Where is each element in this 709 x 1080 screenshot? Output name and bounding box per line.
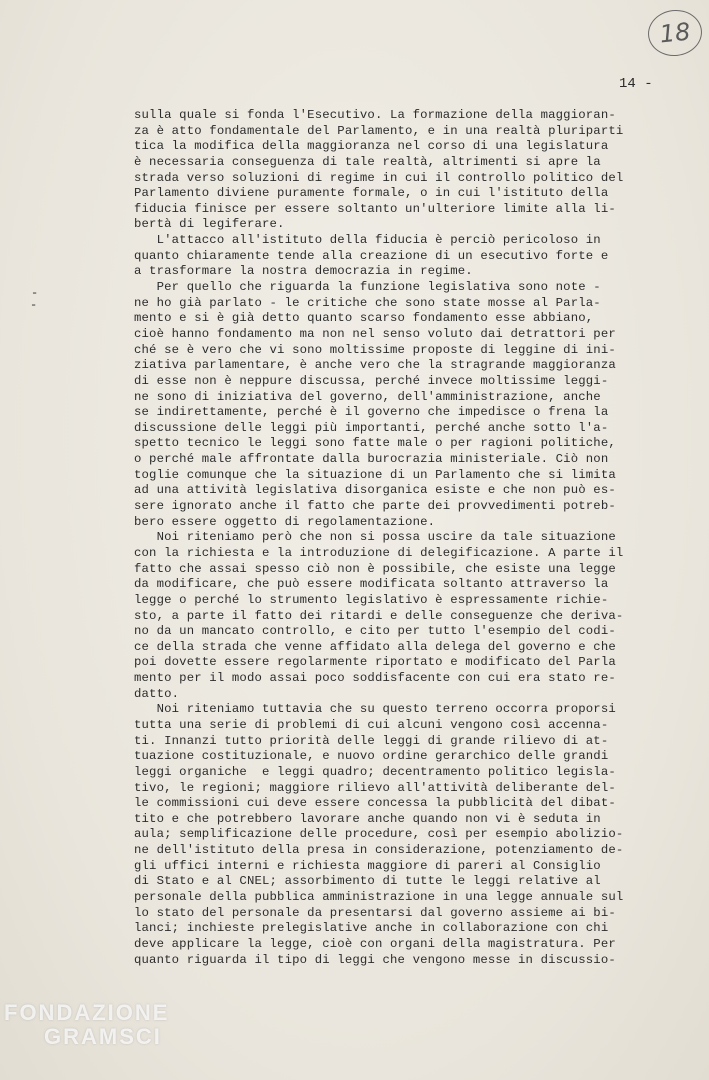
text-line: è necessaria conseguenza di tale realtà, altrimenti si apre la [134, 154, 601, 169]
text-line: bertà di legiferare. [134, 217, 285, 232]
paragraph [134, 530, 674, 702]
text-line: leggi organiche e leggi quadro; decentramento politico legisla- [134, 764, 616, 779]
text-line: ti. Innanzi tutto priorità delle leggi di grande rilievo di at- [134, 733, 609, 748]
text-line: Noi riteniamo però che non si possa uscire da tale situazione [134, 530, 616, 545]
text-line: tica la modifica della maggioranza nel corso di una legislatura [134, 139, 609, 154]
text-line: poi dovette essere regolarmente riportato e modificato del Parla [134, 655, 616, 670]
paragraph [134, 108, 674, 233]
archive-page-stamp [646, 7, 705, 58]
text-line: L'attacco all'istituto della fiducia è perciò pericoloso in [134, 233, 601, 248]
paragraph [134, 280, 674, 530]
text-line: deve applicare la legge, cioè con organi della magistratura. Per [134, 936, 616, 951]
text-line: ce della strada che venne affidato alla delega del governo e che [134, 639, 616, 654]
text-line: tivo, le regioni; maggiore rilievo all'attività deliberante del- [134, 780, 616, 795]
text-line: tito e che potrebbero lavorare anche quando non vi è seduta in [134, 811, 601, 826]
text-line: bero essere oggetto di regolamentazione. [134, 514, 436, 529]
text-line: ziativa parlamentare, è anche vero che la stragrande maggioranza [134, 358, 616, 373]
text-line: fiducia finisce per essere soltanto un'ulteriore limite alla li- [134, 201, 616, 216]
text-line: ne dell'istituto della presa in considerazione, potenziamento de- [134, 843, 624, 858]
text-line: za è atto fondamentale del Parlamento, e in una realtà pluriparti [134, 123, 624, 138]
text-line: toglie comunque che la situazione di un Parlamento che si limita [134, 467, 616, 482]
text-line: Per quello che riguarda la funzione legislativa sono note - [134, 280, 601, 295]
text-line: datto. [134, 686, 180, 701]
text-line: legge o perché lo strumento legislativo è espressamente richie- [134, 592, 609, 607]
text-line: quanto riguarda il tipo di leggi che vengono messe in discussio- [134, 952, 616, 967]
watermark-line-2: GRAMSCI [44, 1024, 162, 1049]
text-line: discussione delle leggi più importanti, perché anche sotto l'a- [134, 420, 609, 435]
stamp-number: 18 [658, 17, 692, 49]
text-line: sulla quale si fonda l'Esecutivo. La formazione della maggioran- [134, 108, 616, 122]
text-line: quanto chiaramente tende alla creazione di un esecutivo forte e [134, 248, 609, 263]
text-line: strada verso soluzioni di regime in cui il controllo politico del [134, 170, 624, 185]
text-line: le commissioni cui deve essere concessa la pubblicità del dibat- [134, 796, 616, 811]
text-line: da modificare, che può essere modificata soltanto attraverso la [134, 577, 609, 592]
watermark-line-1: FONDAZIONE [4, 1000, 170, 1025]
text-line: con la richiesta e la introduzione di delegificazione. A parte il [134, 545, 624, 560]
text-line: spetto tecnico le leggi sono fatte male o per ragioni politiche, [134, 436, 616, 451]
text-line: tutta una serie di problemi di cui alcuni vengono così accenna- [134, 717, 609, 732]
text-line: se indirettamente, perché è il governo che impedisce o frena la [134, 405, 609, 420]
text-line: Parlamento diviene puramente formale, o in cui l'istituto della [134, 186, 609, 201]
text-line: lo stato del personale da presentarsi dal governo assieme ai bi- [134, 905, 616, 920]
page-number: 14 - [619, 76, 653, 92]
text-line: gli uffici interni e richiesta maggiore di pareri al Consiglio [134, 858, 601, 873]
text-line: ché se è vero che vi sono moltissime proposte di leggine di ini- [134, 342, 616, 357]
text-line: no da un mancato controllo, e cito per tutto l'esempio del codi- [134, 624, 616, 639]
text-line: ad una attività legislativa disorganica esiste e che non può es- [134, 483, 616, 498]
text-line: lanci; inchieste prelegislative anche in collaborazione con chi [134, 921, 609, 936]
text-line: o perché male affrontate dalla burocrazia ministeriale. Ciò non [134, 452, 609, 467]
text-line: Noi riteniamo tuttavia che su questo terreno occorra proporsi [134, 702, 616, 717]
text-line: cioè hanno fondamento ma non nel senso voluto dai detrattori per [134, 326, 616, 341]
text-line: a trasformare la nostra democrazia in regime. [134, 264, 473, 279]
text-line: mento e si è già detto quanto scarso fondamento esse abbiano, [134, 311, 594, 326]
paragraph [134, 702, 674, 968]
margin-mark: - [31, 286, 39, 300]
text-line: di esse non è neppure discussa, perché invece moltissime leggi- [134, 373, 609, 388]
margin-mark: - [30, 298, 38, 312]
paragraph [134, 233, 674, 280]
text-line: sere ignorato anche il fatto che parte dei provvedimenti potreb- [134, 499, 616, 514]
text-line: ne sono di iniziativa del governo, dell'amministrazione, anche [134, 389, 601, 404]
text-line: mento per il modo assai poco soddisfacente con cui era stato re- [134, 671, 616, 686]
text-line: tuazione costituzionale, e nuovo ordine gerarchico delle grandi [134, 749, 609, 764]
text-line: di Stato e al CNEL; assorbimento di tutte le leggi relative al [134, 874, 601, 889]
text-line: aula; semplificazione delle procedure, così per esempio abolizio- [134, 827, 624, 842]
text-line: sto, a parte il fatto dei ritardi e delle conseguenze che deriva- [134, 608, 624, 623]
typewritten-body [134, 108, 674, 968]
text-line: personale della pubblica amministrazione in una legge annuale sul [134, 890, 624, 905]
text-line: fatto che assai spesso ciò non è possibile, che esiste una legge [134, 561, 616, 576]
foundation-watermark [4, 1000, 169, 1050]
text-line: ne ho già parlato - le critiche che sono state mosse al Parla- [134, 295, 601, 310]
